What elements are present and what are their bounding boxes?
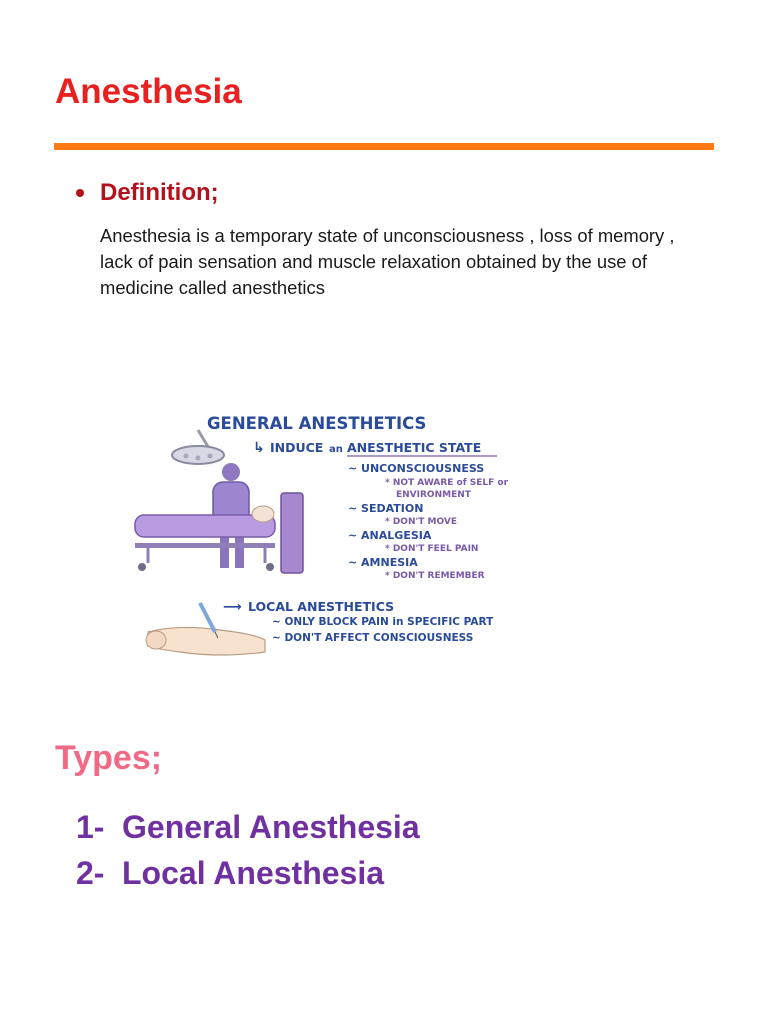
note-analgesia: * DON'T FEEL PAIN xyxy=(385,544,479,554)
list-item xyxy=(76,850,420,896)
definition-heading: Definition; xyxy=(100,179,219,206)
page-title: Anesthesia xyxy=(55,72,242,111)
general-anesthetics-title: GENERAL ANESTHETICS xyxy=(207,414,427,433)
list-item-number: 2- xyxy=(76,855,105,891)
note-unconsciousness-1: * NOT AWARE of SELF or xyxy=(385,478,509,488)
anesthetic-state-label: ANESTHETIC STATE xyxy=(347,440,482,455)
induce-label: INDUCE xyxy=(270,440,324,455)
list-item-label: Local Anesthesia xyxy=(122,855,385,891)
title-divider xyxy=(54,143,714,150)
local-line-2: ~ DON'T AFFECT CONSCIOUSNESS xyxy=(272,632,474,644)
types-heading: Types; xyxy=(55,739,163,777)
local-anesthetics-title: LOCAL ANESTHETICS xyxy=(248,599,395,614)
operating-table-icon xyxy=(135,506,275,571)
definition-text: Anesthesia is a temporary state of unconsciousness , loss of memory , lack of pain sensation and muscle relaxation obtained by the use of medicine called anesthetics xyxy=(100,225,675,298)
item-unconsciousness: ~ UNCONSCIOUSNESS xyxy=(348,462,485,475)
item-analgesia: ~ ANALGESIA xyxy=(348,529,432,542)
surgical-lamp-icon xyxy=(172,430,224,464)
list-item-number: 1- xyxy=(76,809,105,845)
anesthetics-illustration xyxy=(60,400,590,715)
local-arrow-icon: ⟶ xyxy=(223,600,242,615)
induce-an-label: an xyxy=(329,444,343,455)
local-line-1: ~ ONLY BLOCK PAIN in SPECIFIC PART xyxy=(272,616,494,628)
item-amnesia: ~ AMNESIA xyxy=(348,556,418,569)
types-list xyxy=(76,804,420,896)
definition-heading-row xyxy=(76,176,219,210)
note-sedation: * DON'T MOVE xyxy=(385,517,457,527)
monitor-stand-icon xyxy=(281,493,303,573)
item-sedation: ~ SEDATION xyxy=(348,502,424,515)
list-item-label: General Anesthesia xyxy=(122,809,420,845)
note-amnesia: * DON'T REMEMBER xyxy=(385,571,485,581)
bullet-icon xyxy=(76,189,84,197)
note-unconsciousness-2: ENVIRONMENT xyxy=(396,490,471,500)
induce-arrow-icon: ↳ xyxy=(253,440,265,456)
list-item xyxy=(76,804,420,850)
